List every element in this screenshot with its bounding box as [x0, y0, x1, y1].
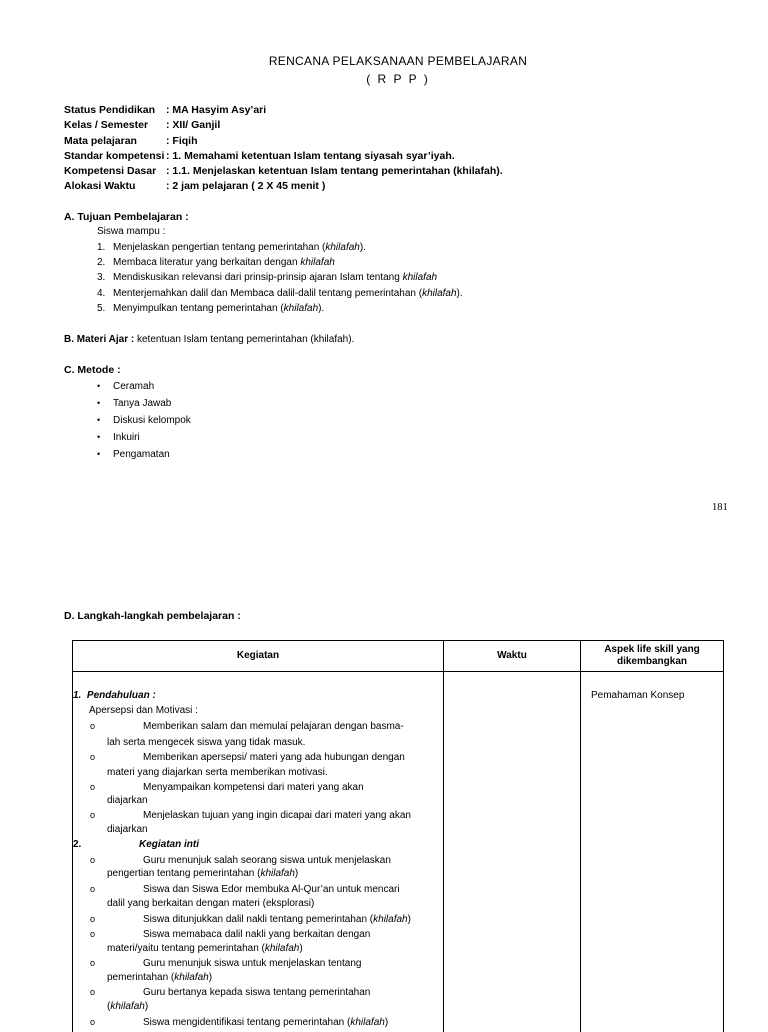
part1-subheading: Apersepsi dan Motivasi : — [89, 705, 198, 717]
objective-term: khilafah — [403, 272, 437, 283]
objective-text: Menyimpulkan tentang pemerintahan ( — [113, 303, 284, 314]
method-label: Inkuiri — [113, 432, 140, 443]
list-line: Memberikan apersepsi/ materi yang ada hubungan dengan — [143, 752, 405, 764]
method-item — [97, 449, 170, 460]
part1-title: Pendahuluan : — [87, 690, 156, 701]
identity-row — [64, 104, 266, 116]
method-item — [97, 432, 140, 443]
list-line: Siswa memabaca dalil nakli yang berkaitan dengan — [143, 929, 370, 941]
objective-text: Menterjemahkan dalil dan Membaca dalil-dalil tentang pemerintahan ( — [113, 288, 422, 299]
identity-value: : 1. Memahami ketentuan Islam tentang siyasah syar’iyah. — [166, 150, 455, 162]
objective-term: khilafah — [422, 288, 456, 299]
objective-end: ). — [318, 303, 324, 314]
part1-heading — [73, 690, 156, 702]
list-line: Siswa ditunjukkan dalil nakli tentang pemerintahan (khilafah) — [143, 914, 411, 926]
list-marker-icon: o — [90, 929, 95, 939]
objective-item — [97, 303, 324, 314]
list-line: Siswa mengidentifikasi tentang pemerintahan (khilafah) — [143, 1017, 388, 1029]
list-line: (khilafah) — [107, 1001, 148, 1013]
objective-term: khilafah — [284, 303, 318, 314]
identity-value: : 1.1. Menjelaskan ketentuan Islam tentang pemerintahan (khilafah). — [166, 165, 503, 177]
list-line: Siswa dan Siswa Edor membuka Al-Qur’an untuk mencari — [143, 884, 400, 896]
objective-end: ). — [360, 242, 366, 253]
list-line: pengertian tentang pemerintahan (khilafah) — [107, 868, 298, 880]
header-waktu: Waktu — [444, 641, 581, 672]
bullet-icon: • — [97, 432, 113, 442]
section-a-intro: Siswa mampu : — [97, 226, 165, 237]
list-line: Menyampaikan kompetensi dari materi yang akan — [143, 782, 364, 794]
section-a-heading: A. Tujuan Pembelajaran : — [64, 211, 189, 223]
section-d-heading: D. Langkah-langkah pembelajaran : — [64, 610, 241, 622]
section-b-line — [64, 334, 354, 345]
list-line: materi yang diajarkan serta memberikan motivasi. — [107, 767, 328, 779]
objective-item — [97, 242, 366, 253]
method-item — [97, 398, 171, 409]
waktu-cell — [444, 672, 581, 1032]
identity-value: : 2 jam pelajaran ( 2 X 45 menit ) — [166, 180, 325, 192]
bullet-icon: • — [97, 398, 113, 408]
list-marker-icon: o — [90, 958, 95, 968]
list-marker-icon: o — [90, 855, 95, 865]
method-label: Diskusi kelompok — [113, 415, 191, 426]
list-line: diajarkan — [107, 824, 148, 836]
identity-label: Kelas / Semester — [64, 119, 166, 131]
identity-label: Kompetensi Dasar — [64, 165, 166, 177]
identity-row — [64, 135, 198, 147]
list-marker-icon: o — [90, 810, 95, 820]
table-row — [73, 672, 724, 1032]
part2-heading — [73, 839, 81, 851]
bullet-icon: • — [97, 381, 113, 391]
objective-number: 5. — [97, 303, 113, 314]
kegiatan-content — [73, 672, 443, 1032]
objective-text: Membaca literatur yang berkaitan dengan — [113, 257, 300, 268]
identity-row — [64, 180, 325, 192]
list-line: dalil yang berkaitan dengan materi (eksplorasi) — [107, 898, 314, 910]
list-marker-icon: o — [90, 782, 95, 792]
list-marker-icon: o — [90, 914, 95, 924]
identity-row — [64, 150, 455, 162]
identity-label: Alokasi Waktu — [64, 180, 166, 192]
objective-term: khilafah — [300, 257, 334, 268]
objective-text: Menjelaskan pengertian tentang pemerintahan ( — [113, 242, 325, 253]
list-line: Guru bertanya kepada siswa tentang pemerintahan — [143, 987, 370, 999]
header-aspek-line1: Aspek life skill yang — [604, 644, 700, 655]
part1-number: 1. — [73, 690, 81, 701]
objective-item — [97, 288, 463, 299]
list-marker-icon: o — [90, 1017, 95, 1027]
identity-label: Status Pendidikan — [64, 104, 166, 116]
list-marker-icon: o — [90, 884, 95, 894]
objective-number: 4. — [97, 288, 113, 299]
page-number: 181 — [712, 502, 728, 513]
kegiatan-cell — [73, 672, 444, 1032]
section-c-heading: C. Metode : — [64, 364, 121, 376]
objective-number: 3. — [97, 272, 113, 283]
objective-item — [97, 257, 335, 268]
aspek-value: Pemahaman Konsep — [591, 690, 684, 702]
identity-value: : XII/ Ganjil — [166, 119, 220, 131]
list-line: Guru menunjuk salah seorang siswa untuk menjelaskan — [143, 855, 391, 867]
identity-value: : MA Hasyim Asy’ari — [166, 104, 266, 116]
method-item — [97, 415, 191, 426]
list-line: materi/yaitu tentang pemerintahan (khilafah) — [107, 943, 303, 955]
document-title: RENCANA PELAKSANAAN PEMBELAJARAN — [0, 54, 768, 68]
objective-item — [97, 272, 437, 283]
bullet-icon: • — [97, 449, 113, 459]
objective-number: 1. — [97, 242, 113, 253]
identity-row — [64, 119, 220, 131]
objective-text: Mendiskusikan relevansi dari prinsip-prinsip ajaran Islam tentang — [113, 272, 403, 283]
header-aspek-line2: dikembangkan — [617, 656, 687, 667]
part2-number: 2. — [73, 839, 81, 850]
list-line: Guru menunjuk siswa untuk menjelaskan tentang — [143, 958, 361, 970]
section-b-text: ketentuan Islam tentang pemerintahan (khilafah). — [134, 334, 354, 345]
method-label: Tanya Jawab — [113, 398, 171, 409]
identity-row — [64, 165, 503, 177]
objective-number: 2. — [97, 257, 113, 268]
table-header-row — [73, 641, 724, 672]
objective-end: ). — [457, 288, 463, 299]
bullet-icon: • — [97, 415, 113, 425]
objective-term: khilafah — [325, 242, 359, 253]
aspek-cell — [581, 672, 724, 1032]
list-line: pemerintahan (khilafah) — [107, 972, 212, 984]
method-label: Pengamatan — [113, 449, 170, 460]
list-line: lah serta mengecek siswa yang tidak masuk. — [107, 737, 305, 749]
list-line: Memberikan salam dan memulai pelajaran dengan basma- — [143, 721, 404, 733]
list-line: Menjelaskan tujuan yang ingin dicapai dari materi yang akan — [143, 810, 411, 822]
list-line: diajarkan — [107, 795, 148, 807]
document-subtitle: ( R P P ) — [0, 72, 768, 86]
steps-table — [72, 640, 724, 1032]
section-b-heading: B. Materi Ajar : — [64, 334, 134, 345]
header-aspek — [581, 641, 724, 672]
method-item — [97, 381, 154, 392]
list-marker-icon: o — [90, 987, 95, 997]
list-marker-icon: o — [90, 721, 95, 731]
identity-label: Mata pelajaran — [64, 135, 166, 147]
part2-title: Kegiatan inti — [139, 839, 199, 851]
identity-value: : Fiqih — [166, 135, 198, 147]
list-marker-icon: o — [90, 752, 95, 762]
method-label: Ceramah — [113, 381, 154, 392]
identity-label: Standar kompetensi — [64, 150, 166, 162]
header-kegiatan: Kegiatan — [73, 641, 444, 672]
